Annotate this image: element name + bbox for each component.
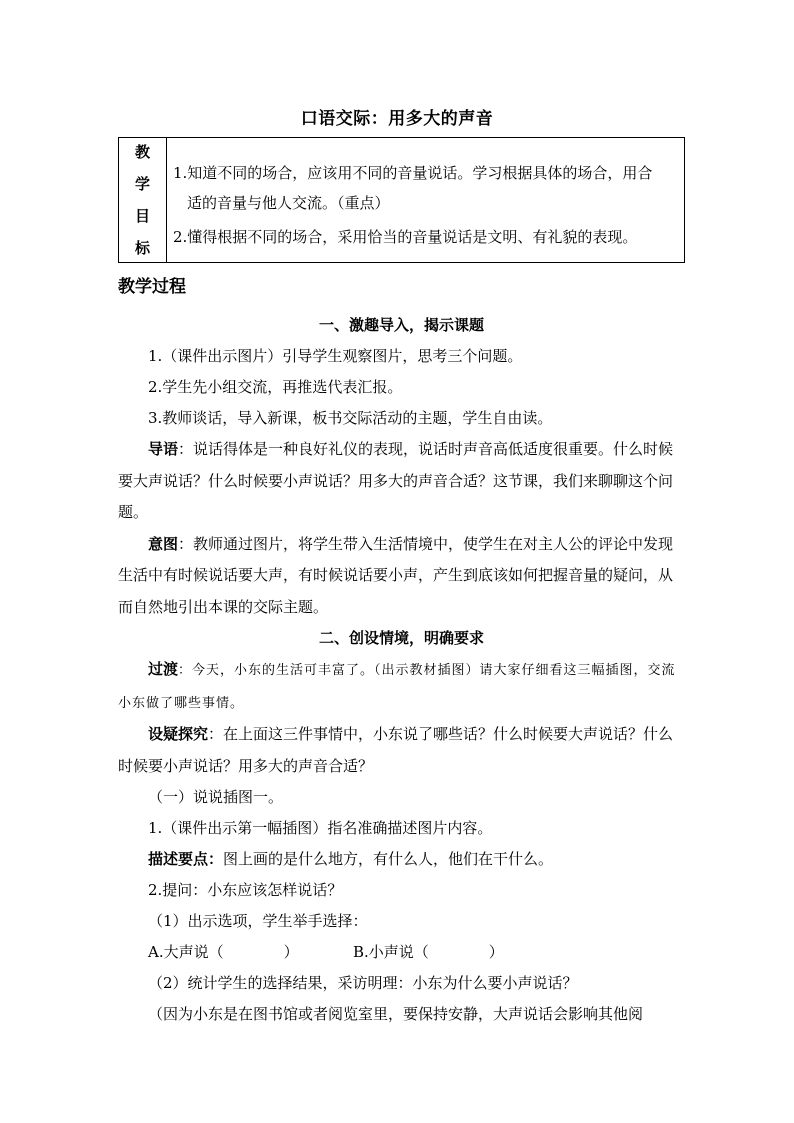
goals-content-cell [167, 138, 684, 262]
option-a-text: A.大声说（ [148, 943, 224, 961]
goal-1-line-2: 适的音量与他人交流。（重点） [187, 194, 390, 212]
intro-label: 导语 [148, 440, 179, 458]
goals-label-cell [119, 138, 167, 262]
intent-paragraph [118, 529, 685, 624]
intro-text: ：说话得体是一种良好礼仪的表现，说话时声音高低适度很重要。什么时候要大声说话？什么时候要小声说话？用多大的声音合适？这节课，我们来聊聊这个问题。 [118, 440, 674, 521]
intent-label: 意图 [148, 534, 179, 553]
part1-heading: 一、激趣导入，揭示课题 [318, 316, 484, 334]
description-line [118, 844, 685, 875]
transition-label: 过渡 [148, 660, 179, 678]
part2-step-1: 1.（课件出示第一幅插图）指名准确描述图片内容。 [148, 819, 493, 837]
option-a-close: ） [283, 943, 299, 961]
teaching-goals-table [118, 137, 685, 263]
option-b-text: B.小声说（ [353, 943, 429, 961]
goal-item-1 [173, 158, 676, 218]
process-heading: 教学过程 [118, 277, 186, 297]
goals-label-char: 标 [134, 239, 150, 257]
answer-line: （因为小东是在图书馆或者阅览室里，要保持安静，大声说话会影响其他阅 [148, 1005, 644, 1023]
inquiry-paragraph [118, 719, 685, 782]
part2-step-2a: （1）出示选项，学生举手选择： [148, 912, 368, 930]
goals-label-char: 学 [134, 175, 150, 193]
part2-step-2b: （2）统计学生的选择结果，采访明理：小东为什么要小声说话？ [148, 974, 578, 992]
option-b-close: ） [488, 943, 504, 961]
intro-paragraph [118, 434, 685, 529]
goal-1-line-1: 1.知道不同的场合，应该用不同的音量说话。学习根据具体的场合，用合 [173, 164, 653, 182]
intent-text: ：教师通过图片，将学生带入生活情境中，使学生在对主人公的评论中发现生活中有时候说话要大声，有时候说话要小声，产生到底该如何把握音量的疑问，从而自然地引出本课的交际主题。 [118, 534, 674, 616]
transition-paragraph [118, 654, 685, 719]
choice-options [118, 937, 685, 968]
part1-step-1: 1.（课件出示图片）引导学生观察图片，思考三个问题。 [148, 347, 523, 365]
inquiry-text: ：在上面这三件事情中，小东说了哪些话？什么时候要大声说话？什么时候要小声说话？用多大的声音合适？ [118, 725, 674, 775]
part1-step-2: 2.学生先小组交流，再推选代表汇报。 [148, 378, 403, 396]
lesson-title: 口语交际：用多大的声音 [300, 109, 494, 129]
inquiry-label: 设疑探究 [148, 725, 209, 743]
goal-item-2: 2.懂得根据不同的场合，采用恰当的音量说话是文明、有礼貌的表现。 [173, 228, 638, 246]
option-b [353, 937, 504, 968]
description-label: 描述要点： [148, 850, 224, 868]
goals-label-char: 目 [134, 207, 150, 225]
part2-step-2: 2.提问：小东应该怎样说话？ [148, 881, 343, 899]
process-body [118, 310, 685, 1030]
transition-text: ：今天，小东的生活可丰富了。（出示教材插图）请大家仔细看这三幅插图，交流小东做了哪些事情。 [118, 663, 676, 711]
description-text: 图上画的是什么地方，有什么人，他们在干什么。 [223, 850, 554, 868]
part1-step-3: 3.教师谈话，导入新课，板书交际活动的主题，学生自由读。 [148, 409, 553, 427]
option-a [148, 937, 353, 968]
part2-heading: 二、创设情境，明确要求 [318, 629, 484, 647]
subsection-1: （一）说说插图一。 [148, 788, 284, 806]
goals-label-char: 教 [134, 143, 150, 161]
